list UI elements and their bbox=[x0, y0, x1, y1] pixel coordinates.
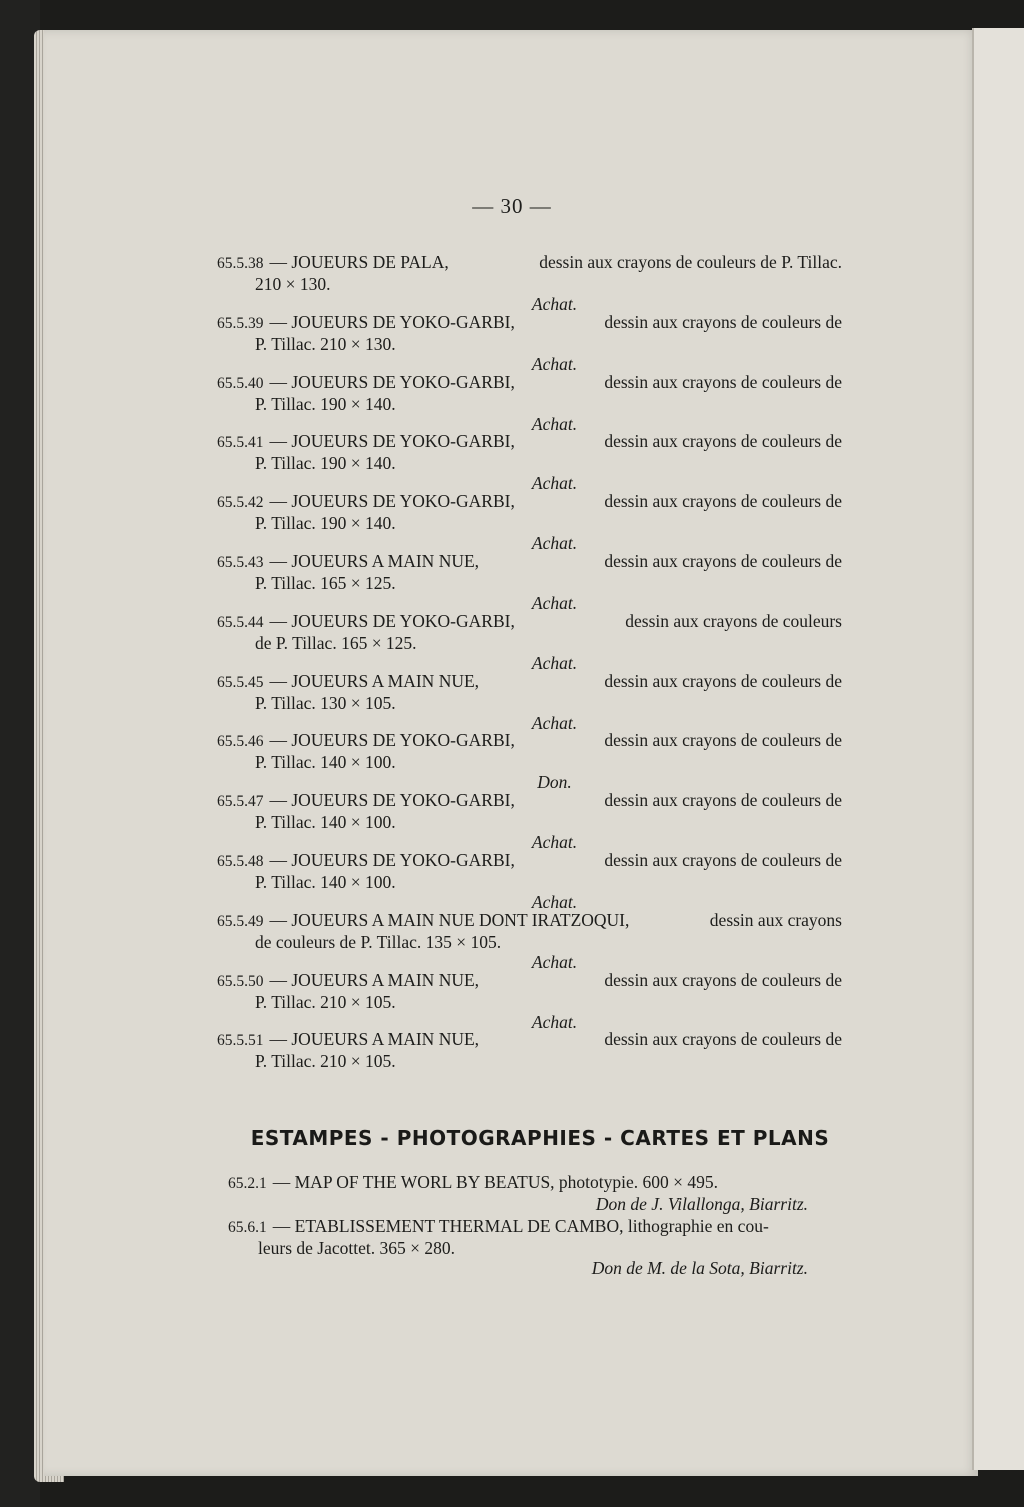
entry-title: — JOUEURS DE YOKO-GARBI, bbox=[269, 311, 515, 332]
entry-dimensions: P. Tillac. 140 × 100. bbox=[255, 812, 396, 833]
catalogue-entry bbox=[217, 970, 842, 1032]
catalogue-entry bbox=[217, 790, 842, 852]
entry-dimensions: de P. Tillac. 165 × 125. bbox=[255, 632, 417, 653]
catalogue-entry bbox=[217, 850, 842, 912]
catalogue-entry bbox=[217, 491, 842, 553]
entry-title: — JOUEURS DE YOKO-GARBI, bbox=[269, 371, 515, 392]
entry-description: dessin aux crayons de couleurs de bbox=[604, 431, 842, 452]
entry-line-1 bbox=[217, 611, 842, 633]
print-entry bbox=[228, 1216, 848, 1278]
entry-description: dessin aux crayons de couleurs bbox=[625, 610, 842, 631]
entry-title: — JOUEURS A MAIN NUE, bbox=[269, 551, 480, 571]
entry-number: 65.5.50 bbox=[217, 972, 264, 990]
entry-source: Achat. bbox=[531, 353, 578, 374]
entry-source: Achat. bbox=[531, 413, 578, 434]
entry-dimensions: de couleurs de P. Tillac. 135 × 105. bbox=[255, 931, 502, 952]
entry-source: Achat. bbox=[531, 294, 578, 314]
entry-dimensions: P. Tillac. 210 × 130. bbox=[255, 333, 396, 354]
entry-number: 65.5.39 bbox=[217, 314, 264, 332]
entry-line-1 bbox=[217, 790, 842, 812]
entry-dimensions: P. Tillac. 190 × 140. bbox=[255, 513, 396, 534]
entry-line-1 bbox=[217, 671, 842, 693]
catalogue-entry bbox=[217, 1029, 842, 1071]
entry-source: Achat. bbox=[531, 712, 578, 733]
entry-source: Achat. bbox=[531, 892, 578, 912]
entry-dimensions: P. Tillac. 140 × 100. bbox=[255, 872, 396, 892]
entry-title: — JOUEURS A MAIN NUE, bbox=[269, 969, 480, 990]
entry-description: dessin aux crayons de couleurs de bbox=[604, 491, 842, 512]
next-page-edge bbox=[972, 28, 1024, 1470]
page-number: — 30 — bbox=[472, 194, 552, 218]
entry-title: — JOUEURS A MAIN NUE, bbox=[269, 1029, 480, 1050]
entry-source: Achat. bbox=[531, 473, 578, 494]
entry-number: 65.5.41 bbox=[217, 434, 264, 452]
entry-number: 65.5.43 bbox=[217, 554, 264, 571]
catalogue-entry bbox=[217, 252, 842, 314]
print-entry-line-2: leurs de Jacottet. 365 × 280. bbox=[258, 1238, 455, 1258]
entry-number: 65.5.44 bbox=[217, 613, 264, 631]
entry-description: dessin aux crayons de couleurs de bbox=[604, 371, 842, 392]
entry-line-1 bbox=[217, 491, 842, 513]
entry-source: Achat. bbox=[531, 533, 578, 554]
entry-number: 65.5.47 bbox=[217, 793, 264, 811]
entry-description: dessin aux crayons de couleurs de bbox=[604, 551, 842, 571]
section-title: ESTAMPES - PHOTOGRAPHIES - CARTES ET PLANS bbox=[250, 1126, 830, 1150]
print-entry-title: — MAP OF THE WORL BY BEATUS, phototypie. 600 × 495. bbox=[272, 1172, 719, 1192]
catalogue-entry bbox=[217, 671, 842, 733]
entry-number: 65.5.42 bbox=[217, 494, 264, 512]
entry-source: Achat. bbox=[531, 593, 578, 613]
entry-number: 65.5.49 bbox=[217, 912, 264, 930]
entry-dimensions: 210 × 130. bbox=[255, 274, 331, 294]
entry-description: dessin aux crayons de couleurs de bbox=[604, 790, 842, 811]
print-entry-title: — ETABLISSEMENT THERMAL DE CAMBO, lithographie en cou- bbox=[272, 1216, 769, 1236]
entry-dimensions: P. Tillac. 190 × 140. bbox=[255, 453, 396, 474]
entry-source: Achat. bbox=[531, 1011, 578, 1032]
entry-line-1 bbox=[217, 431, 842, 453]
entry-line-1 bbox=[217, 910, 842, 932]
entry-line-1 bbox=[217, 850, 842, 872]
entry-number: 65.5.51 bbox=[217, 1032, 264, 1050]
catalogue-entry bbox=[217, 611, 842, 673]
entry-title: — JOUEURS DE YOKO-GARBI, bbox=[269, 790, 515, 811]
entry-title: — JOUEURS A MAIN NUE, bbox=[269, 670, 480, 691]
entry-description: dessin aux crayons de couleurs de bbox=[604, 1029, 842, 1050]
print-entry bbox=[228, 1172, 848, 1214]
entry-description: dessin aux crayons de couleurs de bbox=[604, 670, 842, 691]
entry-source: Achat. bbox=[531, 652, 578, 673]
entry-number: 65.5.45 bbox=[217, 673, 264, 691]
entry-number: 65.5.38 bbox=[217, 255, 264, 272]
entry-number: 65.5.46 bbox=[217, 733, 264, 751]
entry-description: dessin aux crayons de couleurs de bbox=[604, 311, 842, 332]
catalogue-entry bbox=[217, 910, 842, 972]
entry-dimensions: P. Tillac. 140 × 100. bbox=[255, 752, 396, 773]
catalogue-entry bbox=[217, 551, 842, 613]
entry-title: — JOUEURS DE YOKO-GARBI, bbox=[269, 850, 515, 870]
catalogue-entry bbox=[217, 431, 842, 493]
entry-line-1 bbox=[217, 551, 842, 573]
print-entry-line-1 bbox=[228, 1172, 848, 1194]
print-entry-number: 65.2.1 bbox=[228, 1175, 267, 1192]
entry-description: dessin aux crayons de couleurs de bbox=[604, 850, 842, 870]
entry-line-1 bbox=[217, 372, 842, 394]
entry-number: 65.5.40 bbox=[217, 374, 264, 392]
entry-description: dessin aux crayons de couleurs de bbox=[604, 969, 842, 990]
entry-description: dessin aux crayons de couleurs de P. Tillac. bbox=[539, 252, 842, 272]
entry-source: Don. bbox=[537, 772, 572, 793]
entry-title: — JOUEURS DE PALA, bbox=[269, 252, 449, 272]
entry-title: — JOUEURS DE YOKO-GARBI, bbox=[269, 431, 515, 452]
entry-title: — JOUEURS A MAIN NUE DONT IRATZOQUI, bbox=[269, 909, 630, 930]
catalogue-entry bbox=[217, 312, 842, 374]
entry-line-1 bbox=[217, 970, 842, 992]
entry-dimensions: P. Tillac. 210 × 105. bbox=[255, 1051, 396, 1072]
entry-line-1 bbox=[217, 312, 842, 334]
catalogue-entry bbox=[217, 730, 842, 792]
entry-title: — JOUEURS DE YOKO-GARBI, bbox=[269, 730, 515, 751]
entry-title: — JOUEURS DE YOKO-GARBI, bbox=[269, 491, 515, 512]
print-entry-source: Don de J. Vilallonga, Biarritz. bbox=[595, 1194, 808, 1214]
entry-title: — JOUEURS DE YOKO-GARBI, bbox=[269, 610, 515, 631]
entry-description: dessin aux crayons de couleurs de bbox=[604, 730, 842, 751]
entry-dimensions: P. Tillac. 130 × 105. bbox=[255, 692, 396, 713]
entry-dimensions: P. Tillac. 165 × 125. bbox=[255, 573, 396, 593]
entry-number: 65.5.48 bbox=[217, 853, 264, 870]
print-entry-source: Don de M. de la Sota, Biarritz. bbox=[591, 1258, 808, 1278]
entry-line-1 bbox=[217, 252, 842, 274]
catalogue-entry bbox=[217, 372, 842, 434]
entry-description: dessin aux crayons bbox=[709, 909, 842, 930]
entry-line-1 bbox=[217, 730, 842, 752]
print-entry-line-1 bbox=[228, 1216, 848, 1238]
entry-dimensions: P. Tillac. 210 × 105. bbox=[255, 991, 396, 1012]
entry-dimensions: P. Tillac. 190 × 140. bbox=[255, 393, 396, 414]
entry-line-1 bbox=[217, 1029, 842, 1051]
entry-source: Achat. bbox=[531, 832, 578, 853]
entry-source: Achat. bbox=[531, 951, 578, 972]
print-entry-number: 65.6.1 bbox=[228, 1219, 267, 1236]
